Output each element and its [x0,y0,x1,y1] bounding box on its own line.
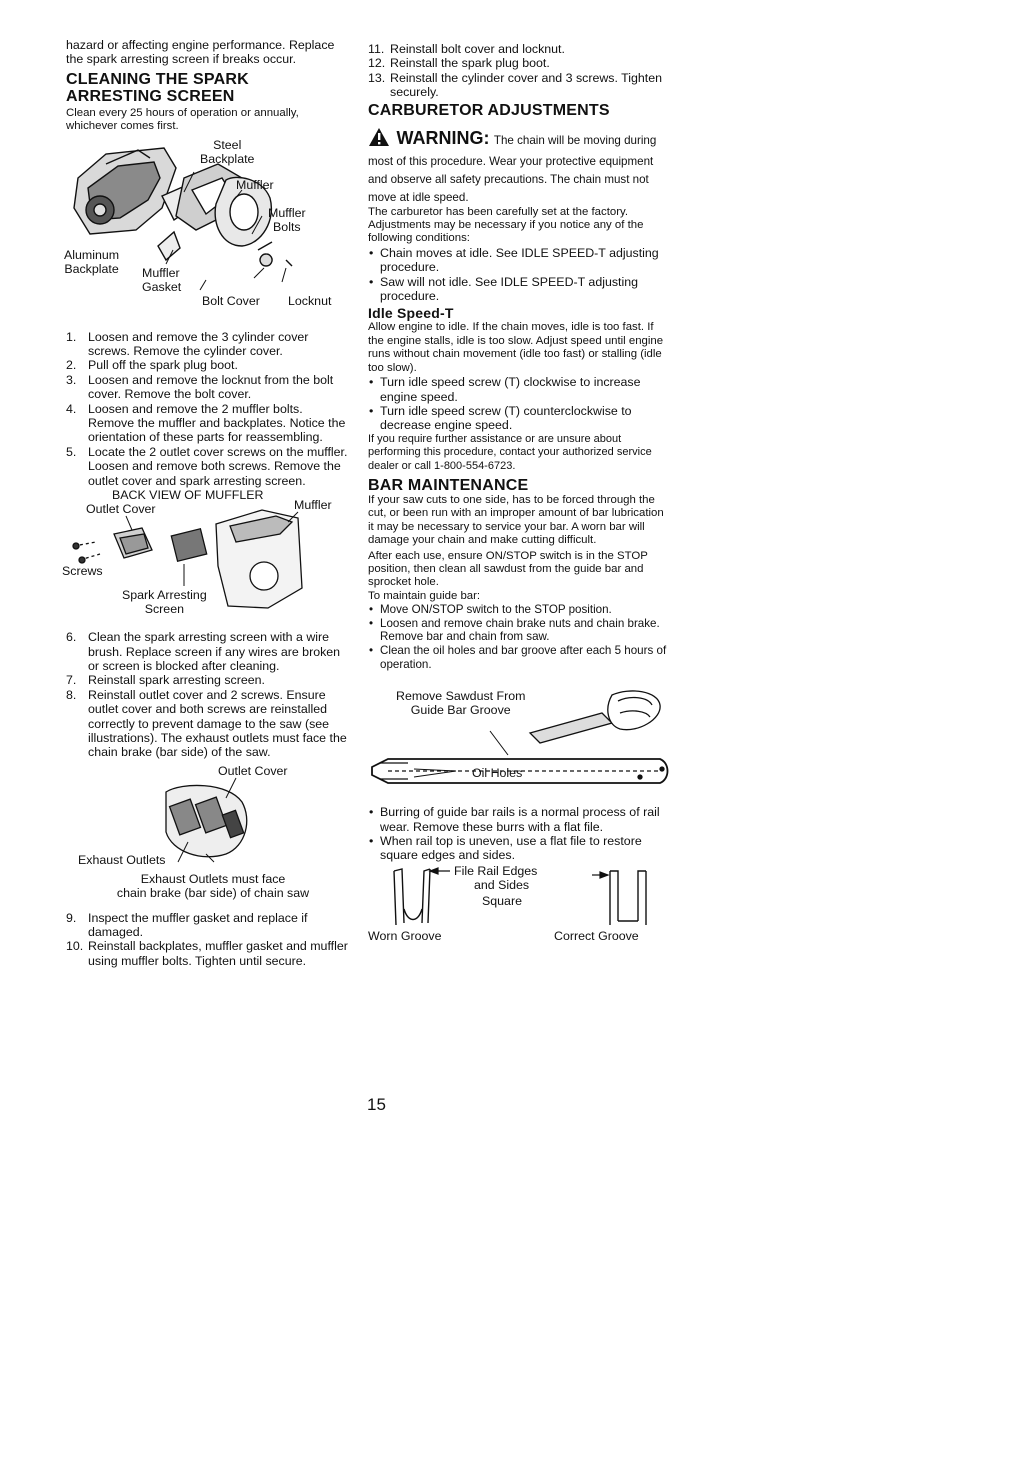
idle-bullet-item: • Turn idle speed screw (T) clockwise to increase engine speed. [368,375,672,404]
exhaust-outlets-figure [66,762,352,894]
burr-bullets [368,805,672,863]
assistance-text: If you require further assistance or are unsure about performing this procedure, contact your authorized service dealer or call 1-800-554-6723. [368,432,652,472]
label-muffler-bolts: Muffler Bolts [268,205,306,234]
heading-cleaning-line2: ARRESTING SCREEN [66,87,235,105]
idle-text: Allow engine to idle. If the chain moves, idle is too fast. If the engine stalls, idle is too slow. Adjust speed until engine runs without chain movement (idle too fast) or stalling (idle too slow). [368,321,664,374]
warning-icon [368,127,390,152]
right-column [368,42,672,945]
idle-bullets [368,375,672,433]
label-aluminum-backplate: Aluminum Backplate [64,247,120,276]
bar-bullet-item: • Loosen and remove chain brake nuts and chain brake. Remove bar and chain from saw. [368,617,672,644]
label-remove-sawdust: Remove Sawdust From Guide Bar Groove [396,689,526,718]
guide-bar-figure [368,679,672,805]
label-muffler-gasket: Muffler Gasket [142,265,182,294]
label-worn-groove: Worn Groove [368,928,442,943]
left-column [62,38,352,968]
label-exhaust-outlets: Exhaust Outlets [78,852,166,867]
step-item: 5. Locate the 2 outlet cover screws on the muffler. Loosen and remove both screws. Remove the outlet cover and spark arresting screen. [66,444,348,488]
warning-block [368,127,672,206]
label-oil-holes: Oil Holes [472,766,523,781]
clean-interval-text: Clean every 25 hours of operation or annually, whichever comes first. [66,106,299,133]
heading-bar-maintenance: BAR MAINTENANCE [368,476,529,494]
muffler-exploded-figure [66,138,352,330]
carburetor-text: The carburetor has been carefully set at the factory. Adjustments may be necessary if you notice any of the following conditions: [368,205,644,245]
step-item: 4. Loosen and remove the 2 muffler bolts. Remove the muffler and backplates. Notice the orientation of these parts for reassembling. [66,401,346,445]
exhaust-caption: Exhaust Outlets must face chain brake (bar side) of chain saw [116,871,310,901]
step-item: 11. Reinstall bolt cover and locknut. [368,42,565,56]
steps-list-b [66,630,352,760]
idle-bullet-item: • Turn idle speed screw (T) counterclockwise to decrease engine speed. [368,404,672,433]
warning-text: The chain will be moving during most of this procedure. Wear your protective equipment and observe all safety precautions. The chain must not move at idle speed. [368,133,657,204]
label-locknut: Locknut [288,293,332,308]
label-square: Square [482,893,522,908]
intro-text: hazard or affecting engine performance. Replace the spark arresting screen if breaks occur. [66,38,335,67]
bar-text-1: If your saw cuts to one side, has to be forced through the cut, or been run with an improper amount of bar lubrication it may be necessary to service your bar. A worn bar will damage your chain and make cutting difficult. [368,493,664,547]
label-and-sides: and Sides [474,877,530,892]
heading-carburetor: CARBURETOR ADJUSTMENTS [368,101,610,119]
bar-bullet-item: • Clean the oil holes and bar groove after each 5 hours of operation. [368,644,672,671]
fig2-title: BACK VIEW OF MUFFLER [112,488,264,503]
label-steel-backplate: Steel Backplate [200,137,255,166]
label-correct-groove: Correct Groove [554,928,639,943]
burr-bullet-item: • Burring of guide bar rails is a normal process of rail wear. Remove these burrs with a flat file. [368,805,672,834]
condition-item: • Chain moves at idle. See IDLE SPEED-T adjusting procedure. [368,246,672,275]
burr-bullet-item: • When rail top is uneven, use a flat file to restore square edges and sides. [368,834,672,863]
bar-bullet-item: • Move ON/STOP switch to the STOP position. [368,603,672,617]
label-spark-arresting-screen: Spark Arresting Screen [122,588,207,617]
step-item: 10. Reinstall backplates, muffler gasket and muffler using muffler bolts. Tighten until secure. [66,939,348,968]
condition-item: • Saw will not idle. See IDLE SPEED-T adjusting procedure. [368,275,672,304]
step-item: 1. Loosen and remove the 3 cylinder cover screws. Remove the cylinder cover. [66,329,309,359]
label-outlet-cover: Outlet Cover [86,502,156,517]
steps-list-c [66,911,352,969]
bar-text-3: To maintain guide bar: [368,589,481,602]
step-item: 12. Reinstall the spark plug boot. [368,56,550,71]
steps-list-a [66,330,352,488]
step-item: 7. Reinstall spark arresting screen. [66,673,265,688]
label-muffler-back: Muffler [294,498,332,513]
label-screws: Screws [62,564,103,579]
heading-idle-speed: Idle Speed-T [368,305,454,322]
exhaust-outlets-illustration [66,762,352,894]
step-item: 6. Clean the spark arresting screen with a wire brush. Replace screen if any wires are broken or screen is blocked after cleaning. [66,630,341,673]
back-view-muffler-figure [62,488,352,624]
warning-label: WARNING: [396,127,490,148]
label-outlet-cover-2: Outlet Cover [218,763,288,778]
label-muffler: Muffler [236,177,274,192]
step-item: 2. Pull off the spark plug boot. [66,358,238,373]
label-bolt-cover: Bolt Cover [202,293,260,308]
step-item: 8. Reinstall outlet cover and 2 screws. Ensure outlet cover and both screws are reinstalled correctly to prevent damage to the saw (see illustrations). The exhaust outlets must face the chain brake (bar side) of the saw. [66,687,347,760]
step-item: 9. Inspect the muffler gasket and replace if damaged. [66,910,308,939]
conditions-list [368,246,672,304]
groove-comparison-figure [368,865,672,945]
step-item: 3. Loosen and remove the locknut from the bolt cover. Remove the bolt cover. [66,372,334,402]
bar-text-2: After each use, ensure ON/STOP switch is in the STOP position, then clean all sawdust from the guide bar and sprocket hole. [368,549,648,589]
page-number: 15 [367,1095,386,1114]
step-item: 13. Reinstall the cylinder cover and 3 screws. Tighten securely. [368,70,663,100]
label-file-rail-edges: File Rail Edges [454,863,538,878]
steps-list-d [368,42,672,100]
bar-bullets [368,603,672,671]
heading-cleaning-line1: CLEANING THE SPARK [66,70,249,88]
